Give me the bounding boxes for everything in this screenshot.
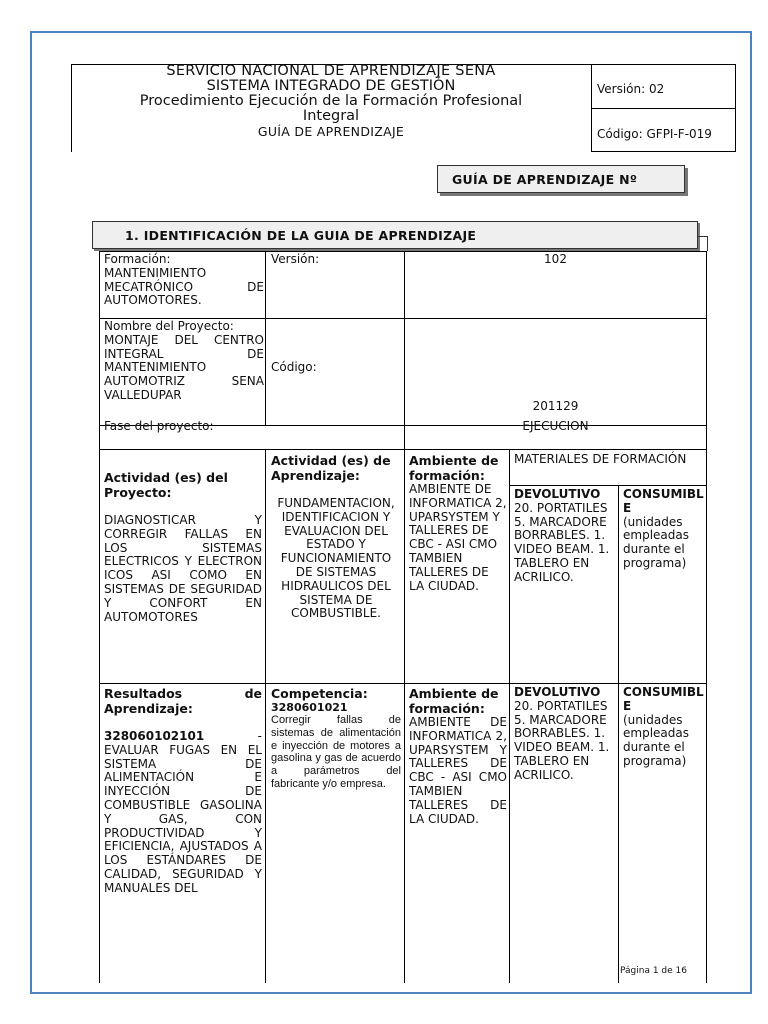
actividad-proyecto-title: Actividad (es) del Proyecto:	[104, 470, 228, 500]
resultados-title: Resultados de Aprendizaje:	[104, 686, 262, 716]
consumible-resultados-cell	[623, 686, 705, 769]
codigo-value: 201129	[532, 399, 579, 413]
actividad-aprendizaje-text: FUNDAMENTACION, IDENTIFICACION Y EVALUACION DEL ESTADO Y FUNCIONAMIENTO DE SISTEMAS HIDRAULICOS DEL SISTEMA DE COMBUSTIBLE.	[277, 496, 395, 621]
ambiente-title: Ambiente de formación:	[409, 453, 499, 483]
header-version: Versión: 02	[597, 82, 665, 96]
table-rule	[99, 251, 100, 983]
table-rule	[509, 449, 510, 983]
header-version-box	[591, 64, 736, 152]
competencia-text: Corregir fallas de sistemas de alimentación e inyección de motores a gasolina y gas de acuerdo a parámetros del fabricante y/o empresa.	[271, 714, 401, 790]
header-version-separator	[592, 108, 735, 109]
proyecto-value: MONTAJE DEL CENTRO INTEGRAL DE MANTENIMIENTO AUTOMOTRIZ SENA VALLEDUPAR	[104, 332, 264, 402]
table-rule	[706, 251, 707, 983]
header-procedure-cont: Integral	[302, 108, 360, 124]
table-rule	[99, 251, 707, 252]
devolutivo-text: 20. PORTATILES 5. MARCADORE BORRABLES. 1. VIDEO BEAM. 1. TABLERO EN ACRILICO.	[514, 500, 610, 584]
consumible-text: (unidades empleadas durante el programa)	[623, 514, 689, 570]
section-heading-identification: 1. IDENTIFICACIÓN DE LA GUIA DE APRENDIZAJE	[92, 221, 698, 249]
consumible-cell	[623, 488, 705, 571]
guide-number-heading: GUÍA DE APRENDIZAJE Nº	[437, 165, 685, 193]
consumible-resultados-title: CONSUMIBLE	[623, 685, 704, 713]
resultado-code: 328060102101	[104, 729, 205, 743]
resultados-cell: Resultados de Aprendizaje: 328060102101 - EVALUAR FUGAS EN EL SISTEMA DE ALIMENTACIÓN E INYECCIÓN DE COMBUSTIBLE GASOLINA Y GAS, CON PRODUCTIVIDAD Y EFICIENCIA, AJUSTADOS A LOS ESTÁNDARES DE CALIDAD, SEGURIDAD Y MANUALES DEL	[104, 686, 262, 895]
consumible-title: CONSUMIBLE	[623, 487, 704, 515]
section-heading-edge-top	[698, 236, 707, 237]
devolutivo-resultados-cell	[514, 686, 616, 783]
competencia-cell	[271, 686, 401, 791]
version-label: Versión:	[271, 252, 320, 266]
ambiente-resultados-cell	[409, 686, 507, 826]
table-rule	[265, 251, 266, 425]
header-doc-type: GUÍA DE APRENDIZAJE	[257, 124, 405, 139]
formacion-value: MANTENIMIENTO MECATRÓNICO DE AUTOMOTORES.	[104, 265, 264, 308]
ambiente-cell	[409, 453, 507, 593]
identification-table	[99, 251, 707, 983]
resultado-text: EVALUAR FUGAS EN EL SISTEMA DE ALIMENTACIÓN E INYECCIÓN DE COMBUSTIBLE GASOLINA Y GAS, CON PRODUCTIVIDAD Y EFICIENCIA, AJUSTADOS A LOS ESTÁNDARES DE CALIDAD, SEGURIDAD Y MANUALES DEL	[104, 742, 262, 895]
ambiente-resultados-title: Ambiente de formación:	[409, 686, 499, 716]
version-value: 102	[544, 252, 567, 266]
actividad-aprendizaje-title: Actividad (es) de Aprendizaje:	[271, 453, 391, 483]
devolutivo-resultados-title: DEVOLUTIVO	[514, 685, 601, 699]
materiales-title: MATERIALES DE FORMACIÓN	[514, 452, 687, 466]
actividad-proyecto-cell	[104, 470, 262, 624]
proyecto-cell	[104, 320, 264, 403]
ambiente-resultados-text: AMBIENTE DE INFORMATICA 2, UPARSYSTEM Y TALLERES DE CBC - ASI CMO TAMBIEN TALLERES DE LA CIUDAD.	[409, 715, 507, 826]
table-rule	[618, 485, 619, 983]
header-system: SISTEMA INTEGRADO DE GESTIÓN	[206, 78, 456, 94]
consumible-resultados-text: (unidades empleadas durante el programa)	[623, 712, 689, 768]
header-code: Código: GFPI-F-019	[597, 127, 712, 141]
formacion-cell	[104, 253, 264, 308]
header-procedure: Procedimiento Ejecución de la Formación Profesional	[139, 93, 523, 109]
fase-value: EJECUCION	[522, 419, 589, 433]
devolutivo-resultados-text: 20. PORTATILES 5. MARCADORE BORRABLES. 1. VIDEO BEAM. 1. TABLERO EN ACRILICO.	[514, 698, 610, 782]
document-header	[71, 64, 736, 152]
table-rule	[509, 485, 707, 486]
competencia-code: 3280601021	[271, 701, 348, 714]
table-rule	[99, 683, 707, 684]
ambiente-text: AMBIENTE DE INFORMATICA 2, UPARSYSTEM Y TALLERES DE CBC - ASI CMO TAMBIEN TALLERES DE LA CIUDAD.	[409, 482, 507, 593]
proyecto-label: Nombre del Proyecto:	[104, 319, 234, 333]
page-number: Página 1 de 16	[620, 966, 687, 976]
actividad-aprendizaje-cell	[271, 453, 401, 621]
formacion-label: Formación:	[104, 252, 171, 266]
header-institution: SERVICIO NACIONAL DE APRENDIZAJE SENA	[166, 63, 496, 79]
table-rule	[265, 449, 266, 983]
table-rule	[99, 449, 707, 450]
fase-label: Fase del proyecto:	[104, 419, 214, 433]
competencia-title: Competencia:	[271, 686, 368, 701]
section-heading-edge	[707, 236, 708, 251]
actividad-proyecto-text: DIAGNOSTICAR Y CORREGIR FALLAS EN LOS SISTEMAS ELECTRICOS Y ELECTRON ICOS ASI COMO EN SISTEMAS DE SEGURIDAD Y CONFORT EN AUTOMOTORES	[104, 513, 262, 624]
table-rule	[404, 251, 405, 983]
devolutivo-cell	[514, 488, 616, 585]
codigo-label: Código:	[271, 360, 317, 374]
header-title-block	[71, 64, 591, 152]
devolutivo-title: DEVOLUTIVO	[514, 487, 601, 501]
